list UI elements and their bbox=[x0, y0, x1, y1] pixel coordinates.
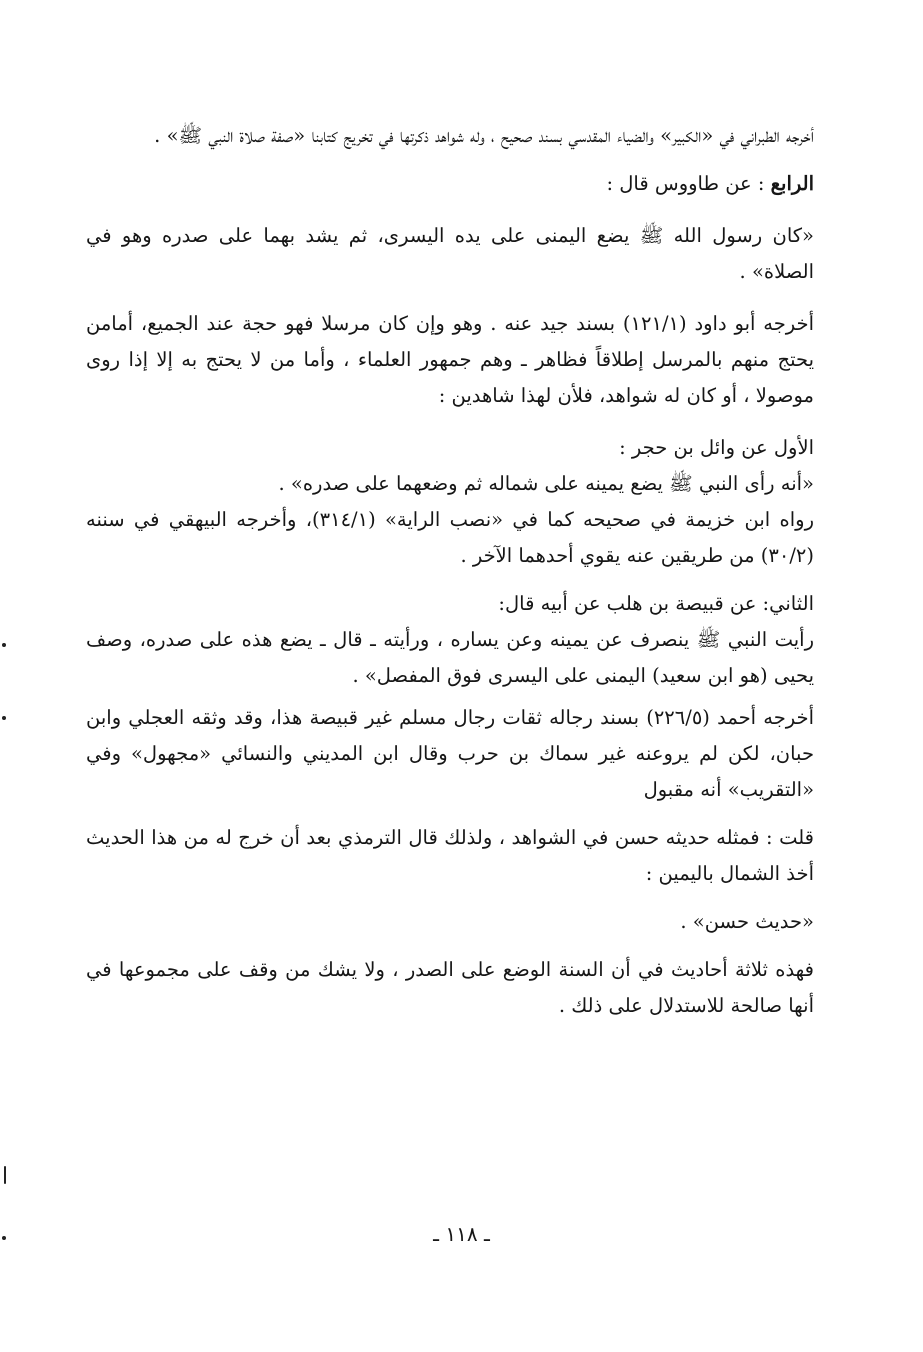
paragraph-8: الثاني: عن قبيصة بن هلب عن أبيه قال: bbox=[498, 592, 814, 615]
paragraph-12: «حديث حسن» . bbox=[680, 910, 814, 933]
paragraph-2-text: : عن طاووس قال : bbox=[606, 172, 765, 195]
paragraph-2-lead: الرابع bbox=[770, 172, 814, 195]
page-body bbox=[86, 118, 814, 1024]
paragraph-2 bbox=[86, 166, 814, 202]
paragraph-7: رواه ابن خزيمة في صحيحه كما في «نصب الراية» (٣١٤/١)، وأخرجه البيهقي في سننه (٣٠/٢) من طريقين عنه يقوي أحدهما الآخر . bbox=[86, 508, 814, 567]
margin-mark bbox=[2, 716, 6, 720]
paragraph-3: «كان رسول الله ﷺ يضع اليمنى على يده اليسرى، ثم يشد بهما على صدره وهو في الصلاة» . bbox=[86, 224, 814, 283]
paragraph-10: أخرجه أحمد (٢٢٦/٥) بسند رجاله ثقات رجال مسلم غير قبيصة هذا، وقد وثقه العجلي وابن حبان، لكن لم يروعنه غير سماك بن حرب وقال ابن المديني والنسائي «مجهول» وفي «التقريب» أنه مقبول bbox=[86, 706, 814, 801]
margin-mark bbox=[2, 1236, 6, 1240]
margin-mark bbox=[4, 1166, 6, 1184]
margin-mark bbox=[2, 643, 6, 647]
paragraph-5: الأول عن وائل بن حجر : bbox=[619, 436, 814, 459]
paragraph-6: «أنه رأى النبي ﷺ يضع يمينه على شماله ثم وضعهما على صدره» . bbox=[278, 472, 814, 495]
paragraph-4: أخرجه أبو داود (١٢١/١) بسند جيد عنه . وهو وإن كان مرسلا فهو حجة عند الجميع، أمامن يحتج منهم بالمرسل إطلاقاً فظاهر ـ وهم جمهور العلماء ، وأما من لا يحتج به إلا إذا روى موصولا ، أو كان له شواهد، فلأن لهذا شاهدين : bbox=[86, 312, 814, 407]
paragraph-1: أخرجه الطبراني في «الكبير» والضياء المقدسي بسند صحيح ، وله شواهد ذكرتها في تخريج كتابنا «صفة صلاة النبي ﷺ» . bbox=[154, 124, 814, 147]
paragraph-9: رأيت النبي ﷺ ينصرف عن يمينه وعن يساره ، ورأيته ـ قال ـ يضع هذه على صدره، وصف يحيى (هو ابن سعيد) اليمنى على اليسرى فوق المفصل» . bbox=[86, 628, 814, 687]
paragraph-13: فهذه ثلاثة أحاديث في أن السنة الوضع على الصدر ، ولا يشك من وقف على مجموعها في أنها صالحة للاستدلال على ذلك . bbox=[86, 958, 814, 1017]
paragraph-11: قلت : فمثله حديثه حسن في الشواهد ، ولذلك قال الترمذي بعد أن خرج له من هذا الحديث أخذ الشمال باليمين : bbox=[86, 826, 814, 885]
page-number: ـ ١١٨ ـ bbox=[433, 1222, 490, 1246]
